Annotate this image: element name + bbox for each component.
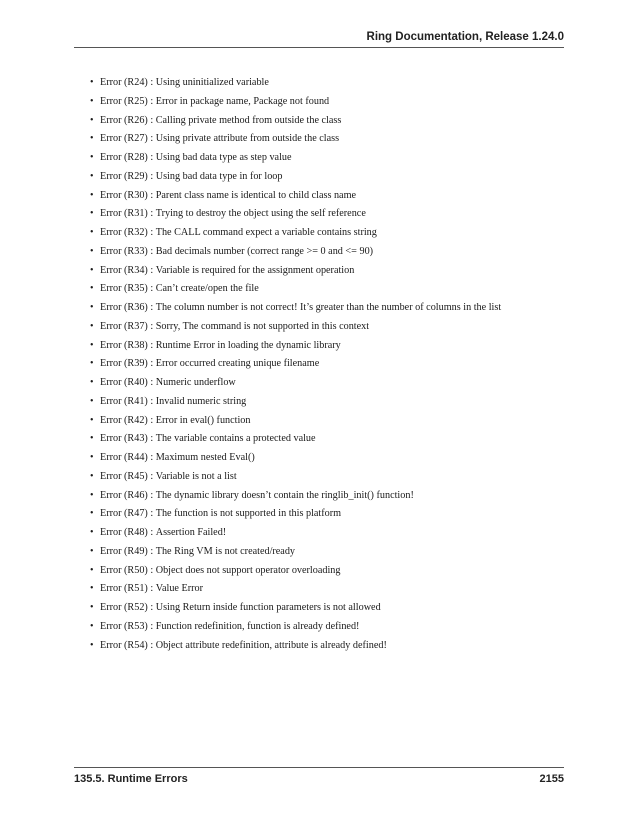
error-message: Error occurred creating unique filename xyxy=(155,358,320,370)
bullet-icon: • xyxy=(90,395,94,407)
error-list-item xyxy=(90,430,501,449)
error-message: Variable is not a list xyxy=(155,470,237,482)
error-list-item xyxy=(90,393,501,412)
bullet-icon: • xyxy=(90,620,94,632)
bullet-icon: • xyxy=(90,95,94,107)
bullet-icon: • xyxy=(90,489,94,501)
bullet-icon: • xyxy=(90,170,94,182)
bullet-icon: • xyxy=(90,508,94,520)
error-code: Error (R26) : xyxy=(100,114,154,126)
error-message: Object attribute redefinition, attribute is already defined! xyxy=(155,639,387,651)
error-message: Bad decimals number (correct range >= 0 and <= 90) xyxy=(155,245,374,257)
error-code: Error (R52) : xyxy=(100,602,154,613)
bullet-icon: • xyxy=(90,208,94,220)
error-message: Runtime Error in loading the dynamic library xyxy=(155,339,341,351)
error-message: Using bad data type in for loop xyxy=(155,170,283,182)
running-header xyxy=(74,30,564,48)
bullet-icon: • xyxy=(90,527,94,538)
error-message: Using private attribute from outside the class xyxy=(155,133,340,145)
bullet-icon: • xyxy=(90,414,94,426)
error-code: Error (R41) : xyxy=(100,395,154,407)
error-message: Function redefinition, function is already defined! xyxy=(155,620,360,632)
error-code: Error (R34) : xyxy=(100,264,154,276)
error-message: The column number is not correct! It’s greater than the number of columns in the list xyxy=(155,302,502,313)
bullet-icon: • xyxy=(90,358,94,370)
error-code: Error (R48) : xyxy=(100,527,154,538)
error-list-item xyxy=(90,580,501,599)
error-message: Parent class name is identical to child class name xyxy=(155,189,357,201)
error-list-item xyxy=(90,487,501,506)
error-code: Error (R45) : xyxy=(100,470,154,482)
error-code: Error (R54) : xyxy=(100,639,154,651)
error-list-item xyxy=(90,130,501,149)
bullet-icon: • xyxy=(90,320,94,332)
error-code: Error (R44) : xyxy=(100,452,154,463)
error-list-item xyxy=(90,187,501,206)
bullet-icon: • xyxy=(90,564,94,576)
error-code: Error (R39) : xyxy=(100,358,154,370)
error-message: Sorry, The command is not supported in this context xyxy=(155,320,370,332)
error-list-item xyxy=(90,618,501,637)
section-title: 135.5. Runtime Errors xyxy=(74,773,188,785)
error-message: Error in package name, Package not found xyxy=(155,95,330,107)
bullet-icon: • xyxy=(90,264,94,276)
error-code: Error (R31) : xyxy=(100,208,154,220)
error-message: The function is not supported in this platform xyxy=(155,508,342,520)
error-list-item xyxy=(90,299,501,318)
error-list-item xyxy=(90,318,501,337)
error-message: The variable contains a protected value xyxy=(155,433,316,445)
bullet-icon: • xyxy=(90,602,94,613)
bullet-icon: • xyxy=(90,245,94,257)
error-message: Using Return inside function parameters is not allowed xyxy=(155,602,381,613)
error-message: Using uninitialized variable xyxy=(155,77,269,88)
error-code: Error (R49) : xyxy=(100,545,154,557)
bullet-icon: • xyxy=(90,77,94,88)
error-message: Calling private method from outside the class xyxy=(155,114,342,126)
error-list-item xyxy=(90,355,501,374)
error-code: Error (R40) : xyxy=(100,377,154,388)
error-message: Trying to destroy the object using the self reference xyxy=(155,208,366,220)
error-code: Error (R50) : xyxy=(100,564,154,576)
error-message: Numeric underflow xyxy=(155,377,236,388)
bullet-icon: • xyxy=(90,133,94,145)
bullet-icon: • xyxy=(90,189,94,201)
error-code: Error (R33) : xyxy=(100,245,154,257)
bullet-icon: • xyxy=(90,433,94,445)
error-code: Error (R30) : xyxy=(100,189,154,201)
bullet-icon: • xyxy=(90,545,94,557)
error-code: Error (R37) : xyxy=(100,320,154,332)
error-code: Error (R43) : xyxy=(100,433,154,445)
error-list-item xyxy=(90,449,501,468)
error-code: Error (R36) : xyxy=(100,302,154,313)
error-list-item xyxy=(90,599,501,618)
bullet-icon: • xyxy=(90,152,94,163)
bullet-icon: • xyxy=(90,227,94,238)
bullet-icon: • xyxy=(90,583,94,595)
error-code: Error (R51) : xyxy=(100,583,154,595)
error-code: Error (R38) : xyxy=(100,339,154,351)
bullet-icon: • xyxy=(90,283,94,295)
error-code: Error (R32) : xyxy=(100,227,154,238)
runtime-errors-list xyxy=(90,74,501,655)
page-footer xyxy=(74,767,564,785)
error-list-item xyxy=(90,505,501,524)
error-code: Error (R35) : xyxy=(100,283,154,295)
error-list-item xyxy=(90,149,501,168)
error-message: Assertion Failed! xyxy=(155,527,227,538)
page-number: 2155 xyxy=(539,773,564,785)
bullet-icon: • xyxy=(90,639,94,651)
error-list-item xyxy=(90,280,501,299)
error-list-item xyxy=(90,168,501,187)
error-list-item xyxy=(90,468,501,487)
bullet-icon: • xyxy=(90,114,94,126)
error-message: Invalid numeric string xyxy=(155,395,247,407)
error-code: Error (R29) : xyxy=(100,170,154,182)
error-list-item xyxy=(90,224,501,243)
error-code: Error (R28) : xyxy=(100,152,154,163)
bullet-icon: • xyxy=(90,302,94,313)
error-code: Error (R47) : xyxy=(100,508,154,520)
error-list-item xyxy=(90,112,501,131)
error-code: Error (R53) : xyxy=(100,620,154,632)
error-message: Error in eval() function xyxy=(155,414,251,426)
error-code: Error (R46) : xyxy=(100,489,154,501)
error-code: Error (R25) : xyxy=(100,95,154,107)
error-list-item xyxy=(90,637,501,656)
error-list-item xyxy=(90,262,501,281)
error-message: The CALL command expect a variable contains string xyxy=(155,227,377,238)
error-list-item xyxy=(90,524,501,543)
error-message: Value Error xyxy=(155,583,203,595)
error-list-item xyxy=(90,562,501,581)
error-list-item xyxy=(90,74,501,93)
error-list-item xyxy=(90,412,501,431)
error-list-item xyxy=(90,93,501,112)
error-message: Object does not support operator overloading xyxy=(155,564,341,576)
error-message: The Ring VM is not created/ready xyxy=(155,545,296,557)
error-code: Error (R24) : xyxy=(100,77,154,88)
bullet-icon: • xyxy=(90,377,94,388)
bullet-icon: • xyxy=(90,339,94,351)
document-title: Ring Documentation, Release 1.24.0 xyxy=(366,31,564,43)
bullet-icon: • xyxy=(90,470,94,482)
error-list-item xyxy=(90,543,501,562)
error-message: Variable is required for the assignment operation xyxy=(155,264,355,276)
error-message: Maximum nested Eval() xyxy=(155,452,255,463)
error-list-item xyxy=(90,337,501,356)
error-list-item xyxy=(90,205,501,224)
error-message: The dynamic library doesn’t contain the ringlib_init() function! xyxy=(155,489,414,501)
error-code: Error (R27) : xyxy=(100,133,154,145)
error-message: Using bad data type as step value xyxy=(155,152,292,163)
error-code: Error (R42) : xyxy=(100,414,154,426)
error-list-item xyxy=(90,374,501,393)
bullet-icon: • xyxy=(90,452,94,463)
error-message: Can’t create/open the file xyxy=(155,283,259,295)
error-list-item xyxy=(90,243,501,262)
